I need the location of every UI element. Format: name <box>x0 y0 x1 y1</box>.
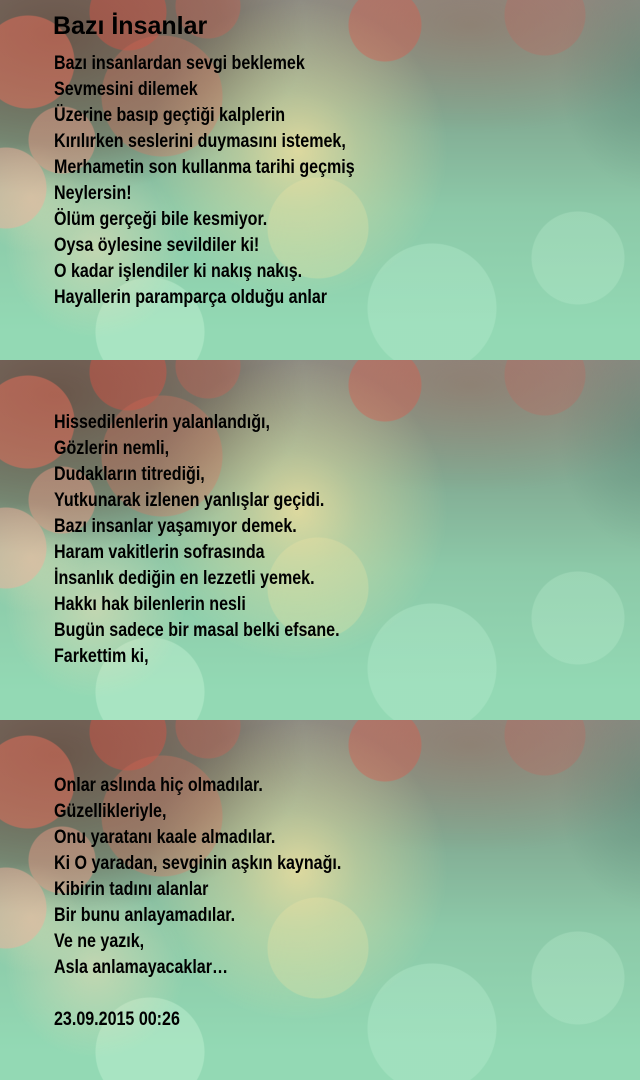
poem-line: Kibirin tadını alanlar <box>54 879 209 900</box>
poem-line: Kırılırken seslerini duymasını istemek, <box>54 131 346 152</box>
poem-line: Bugün sadece bir masal belki efsane. <box>54 620 340 641</box>
publish-timestamp: 23.09.2015 00:26 <box>54 1009 180 1030</box>
poem-line: Bazı insanlardan sevgi beklemek <box>54 53 305 74</box>
poem-line: Ki O yaradan, sevginin aşkın kaynağı. <box>54 853 342 874</box>
poem-stanza-1 <box>54 51 355 311</box>
poem-line: Hissedilenlerin yalanlandığı, <box>54 412 270 433</box>
poem-stanza-3 <box>54 773 341 981</box>
poem-line: Onu yaratanı kaale almadılar. <box>54 827 276 848</box>
poem-line: Üzerine basıp geçtiği kalplerin <box>54 105 286 126</box>
poem-line: Bir bunu anlayamadılar. <box>54 905 236 926</box>
poem-line: Neylersin! <box>54 183 132 204</box>
poem-line: Oysa öylesine sevildiler ki! <box>54 235 260 256</box>
poem-line: Merhametin son kullanma tarihi geçmiş <box>54 157 355 178</box>
poem-line: Bazı insanlar yaşamıyor demek. <box>54 516 297 537</box>
poem-line: Güzellikleriyle, <box>54 801 167 822</box>
poem-line: Farkettim ki, <box>54 646 149 667</box>
poem-stanza-2 <box>54 410 340 670</box>
poem-line: Ölüm gerçeği bile kesmiyor. <box>54 209 268 230</box>
poem-line: Sevmesini dilemek <box>54 79 198 100</box>
poem-line: Onlar aslında hiç olmadılar. <box>54 775 263 796</box>
poem-line: Dudakların titrediği, <box>54 464 205 485</box>
poem-line: Asla anlamayacaklar… <box>54 957 229 978</box>
poem-line: O kadar işlendiler ki nakış nakış. <box>54 261 303 282</box>
poem-line: Gözlerin nemli, <box>54 438 170 459</box>
poem-line: Ve ne yazık, <box>54 931 145 952</box>
poem-line: İnsanlık dediğin en lezzetli yemek. <box>54 568 315 589</box>
poem-line: Hakkı hak bilenlerin nesli <box>54 594 246 615</box>
poem-title: Bazı İnsanlar <box>53 12 208 40</box>
poem-line: Hayallerin paramparça olduğu anlar <box>54 287 328 308</box>
poem-line: Haram vakitlerin sofrasında <box>54 542 265 563</box>
poem-line: Yutkunarak izlenen yanlışlar geçidi. <box>54 490 325 511</box>
